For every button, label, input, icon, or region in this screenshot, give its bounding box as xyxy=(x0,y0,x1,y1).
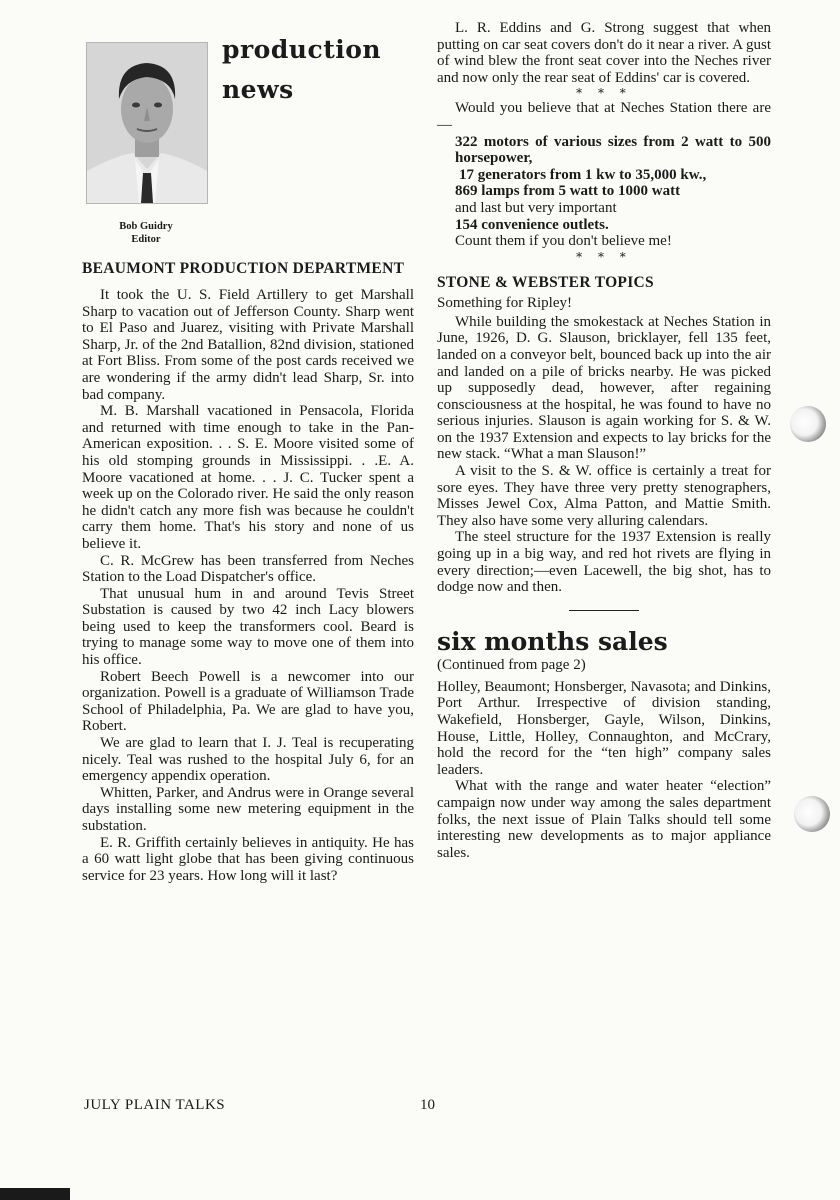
article-paragraph: L. R. Eddins and G. Strong suggest that when putting on car seat covers don't do it near a river. A gust of wind blew the front seat cover into the Neches river and now only the rear seat of Eddins' car is covered. xyxy=(437,20,771,86)
stone-webster-subheading: Something for Ripley! xyxy=(437,294,572,311)
neches-closing-line: Count them if you don't believe me! xyxy=(455,233,672,250)
article-paragraph: While building the smokestack at Neches Station in June, 1926, D. G. Slauson, bricklayer, fell 135 feet, landed on a conveyor belt, bounced back up into the air and landed on a pile of bricks nearby. He was picked up supposedly dead, however, after regaining consciousness at the hospital, he was found to have no serious injuries. Slauson is again working for S. & W. on the 1937 Extension and expects to lay bricks for the new stack. “What a man Slauson!” xyxy=(437,313,771,463)
article-paragraph: That unusual hum in and around Tevis Street Substation is caused by two 42 inch Lacy blowers being used to keep the transformers cool. Beard is trying to manage some way to move one of them into his office. xyxy=(82,585,414,669)
neches-list-item: 869 lamps from 5 watt to 1000 watt xyxy=(455,183,681,200)
editor-photo xyxy=(86,42,208,204)
neches-plain-line: and last but very important xyxy=(455,199,617,216)
left-column xyxy=(82,260,414,884)
continued-note: (Continued from page 2) xyxy=(437,656,586,673)
six-months-sales-title: six months sales xyxy=(437,626,668,656)
article-paragraph: It took the U. S. Field Artillery to get Marshall Sharp to vacation out of Jefferson County. Sharp went to El Paso and Juarez, visiting with Private Marshall Sharp, Jr. of the 2nd Batallion, 82nd division, stationed at Fort Bliss. From some of the post cards received we are wondering if the army didn't lead Sharp, Sr. into bad company. xyxy=(82,287,414,403)
article-paragraph: M. B. Marshall vacationed in Pensacola, Florida and returned with time enough to take in the Pan-American exposition. . . S. E. Moore visited some of his old stomping grounds in Mississippi. . .E. A. Moore vacationed at home. . . J. C. Tucker spent a week up on the Colorado river. He said the only reason he didn't catch any more fish was because he couldn't carry them home. That's his story and none of us believe it. xyxy=(82,403,414,552)
photo-caption xyxy=(86,220,206,246)
masthead-line2: news xyxy=(222,75,294,104)
article-paragraph: Whitten, Parker, and Andrus were in Orange several days installing some new metering equipment in the substation. xyxy=(82,784,414,834)
editor-portrait-image xyxy=(87,43,207,203)
article-paragraph: What with the range and water heater “election” campaign now under way among the sales department folks, the next issue of Plain Talks should tell some interesting new developments as to major appliance sales. xyxy=(437,778,771,861)
caption-name: Bob Guidry xyxy=(119,221,173,232)
divider-rule xyxy=(569,610,639,611)
article-paragraph: We are glad to learn that I. J. Teal is recuperating nicely. Teal was rushed to the hospital July 6, for an emergency appendix operation. xyxy=(82,735,414,785)
sales-article xyxy=(437,679,771,862)
separator-stars: * * * xyxy=(576,249,632,264)
separator-stars: * * * xyxy=(576,86,632,101)
article-paragraph: E. R. Griffith certainly believes in antiquity. He has a 60 watt light globe that has been giving continuous service for 23 years. How long will it last? xyxy=(82,834,414,884)
page-number: 10 xyxy=(420,1097,435,1113)
stone-webster-heading: STONE & WEBSTER TOPICS xyxy=(437,273,654,291)
beaumont-heading: BEAUMONT PRODUCTION DEPARTMENT xyxy=(82,260,405,277)
article-paragraph: A visit to the S. & W. office is certainly a treat for sore eyes. They have three very pretty stenographers, Misses Jewel Cox, Alma Patton, and Mattie Smith. They also have some very alluring calendars. xyxy=(437,463,771,529)
binder-hole-icon xyxy=(794,796,830,832)
neches-list-item: 17 generators from 1 kw to 35,000 kw., xyxy=(459,166,707,183)
article-paragraph: C. R. McGrew has been transferred from Neches Station to the Load Dispatcher's office. xyxy=(82,552,414,586)
section-masthead xyxy=(222,30,422,110)
caption-role: Editor xyxy=(131,234,161,245)
article-paragraph: Would you believe that at Neches Station there are— xyxy=(437,100,771,133)
eddins-article xyxy=(437,20,771,86)
footer-publication: JULY PLAIN TALKS xyxy=(84,1097,226,1113)
binder-hole-icon xyxy=(790,406,826,442)
masthead-line1: production xyxy=(222,35,382,64)
stone-webster-article xyxy=(437,314,771,596)
right-column xyxy=(437,20,771,861)
article-paragraph: Holley, Beaumont; Honsberger, Navasota; and Dinkins, Port Arthur. Irrespective of division standing, Wakefield, Honsberger, Gayle, Wilson, Dinkins, House, Little, Holley, Connaughton, and McCrary, hold the record for the “ten high” company sales leaders. xyxy=(437,678,771,778)
beaumont-article xyxy=(82,287,414,884)
scan-edge-mark xyxy=(0,1188,70,1200)
neches-article xyxy=(437,100,771,249)
neches-list-item: 154 convenience outlets. xyxy=(455,216,609,233)
article-paragraph: The steel structure for the 1937 Extension is really going up in a big way, and red hot rivets are flying in every direction;—even Lacewell, the big shot, has to dodge now and then. xyxy=(437,529,771,596)
article-paragraph: Robert Beech Powell is a newcomer into our organization. Powell is a graduate of Williamson Trade School of Philadelphia, Pa. We are glad to have you, Robert. xyxy=(82,668,414,735)
neches-list-item: 322 motors of various sizes from 2 watt to 500 horsepower, xyxy=(455,133,771,167)
